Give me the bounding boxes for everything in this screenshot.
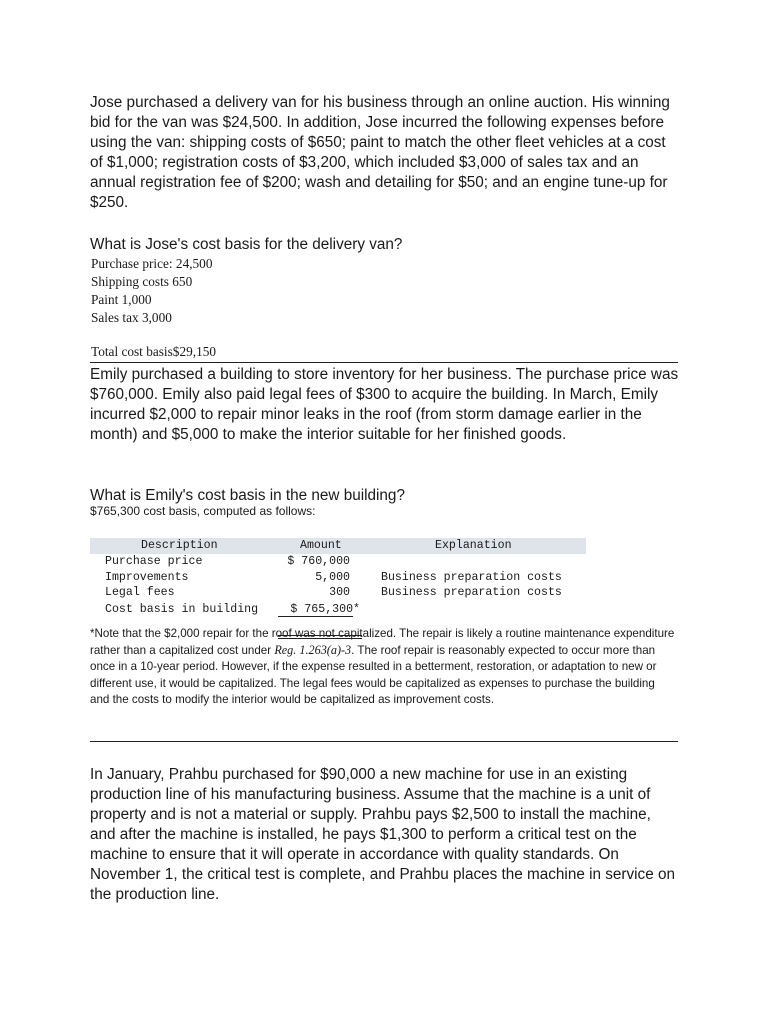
- jose-total-cost-basis: Total cost basis$29,150: [91, 344, 217, 359]
- table-cell-amount: 300: [329, 586, 350, 599]
- table-cell-explanation: Business preparation costs: [381, 586, 562, 599]
- section-divider: [90, 362, 678, 363]
- table-cell-amount: 5,000: [315, 570, 350, 584]
- jose-answer-line: Sales tax 3,000: [91, 310, 172, 325]
- table-cell-description: Improvements: [105, 570, 189, 584]
- regulation-citation: Reg. 1.263(a)-3: [274, 643, 352, 658]
- jose-answer-line: Purchase price: 24,500: [91, 256, 213, 271]
- table-header-row: [90, 538, 586, 554]
- capitalization-note: *Note that the $2,000 repair for the roof was not capitalized. The repair is likely a routine maintenance expenditure rather than a capitalized cost under Reg. 1.263(a)-3. The roof repair is reasonably expected to occur more than once in a 10-year period. However, if the expense resulted in a betterment, restoration, or adaptation to new or different use, it would be capitalized. The legal fees would be capitalized as expenses to purchase the building and the costs to modify the interior would be capitalized as improvement costs.: [90, 627, 675, 706]
- table-row: [90, 570, 586, 586]
- table-cell-explanation: Business preparation costs: [381, 570, 562, 584]
- emily-question: What is Emily's cost basis in the new building?: [90, 487, 405, 504]
- cost-basis-table: [90, 538, 586, 619]
- prahbu-scenario-paragraph: In January, Prahbu purchased for $90,000 a new machine for use in an existing production line of his manufacturing business. Assume that the machine is a unit of property and is not a material or supply. Prahbu pays $2,500 to install the machine, and after the machine is installed, he pays $1,300 to perform a critical test on the machine to ensure that it will operate in accordance with quality standards. On November 1, the critical test is complete, and Prahbu places the machine in service on the production line.: [90, 766, 675, 903]
- table-cell-description: Purchase price: [105, 555, 203, 568]
- section-divider: [90, 741, 678, 742]
- emily-answer-intro: $765,300 cost basis, computed as follows:: [90, 504, 316, 518]
- jose-question: What is Jose's cost basis for the delivery van?: [90, 236, 403, 253]
- emily-scenario-paragraph: Emily purchased a building to store inventory for her business. The purchase price was $760,000. Emily also paid legal fees of $300 to acquire the building. In March, Emily incurred $2,000 to repair minor leaks in the roof (from storm damage earlier in the month) and $5,000 to make the interior suitable for her finished goods.: [90, 366, 679, 443]
- table-row: [90, 554, 586, 570]
- jose-answer-line: Shipping costs 650: [91, 274, 193, 289]
- table-header-amount: Amount: [300, 539, 342, 552]
- subtotal-rule: [278, 616, 353, 617]
- table-cell-amount: $ 765,300*: [290, 602, 360, 616]
- table-cell-amount: $ 760,000: [287, 555, 350, 568]
- table-header-description: Description: [141, 539, 218, 552]
- table-row: [90, 585, 586, 601]
- jose-scenario-paragraph: Jose purchased a delivery van for his business through an online auction. His winning bid for the van was $24,500. In addition, Jose incurred the following expenses before using the van: shipping costs of $650; paint to match the other fleet vehicles at a cost of $1,000; registration costs of $3,200, which included $3,000 of sales tax and an annual registration fee of $200; wash and detailing for $50; and an engine tune-up for $250.: [90, 94, 670, 211]
- table-header-explanation: Explanation: [435, 539, 512, 552]
- table-cell-description: Cost basis in building: [105, 602, 259, 616]
- jose-answer-line: Paint 1,000: [91, 292, 152, 307]
- table-cell-description: Legal fees: [105, 586, 175, 599]
